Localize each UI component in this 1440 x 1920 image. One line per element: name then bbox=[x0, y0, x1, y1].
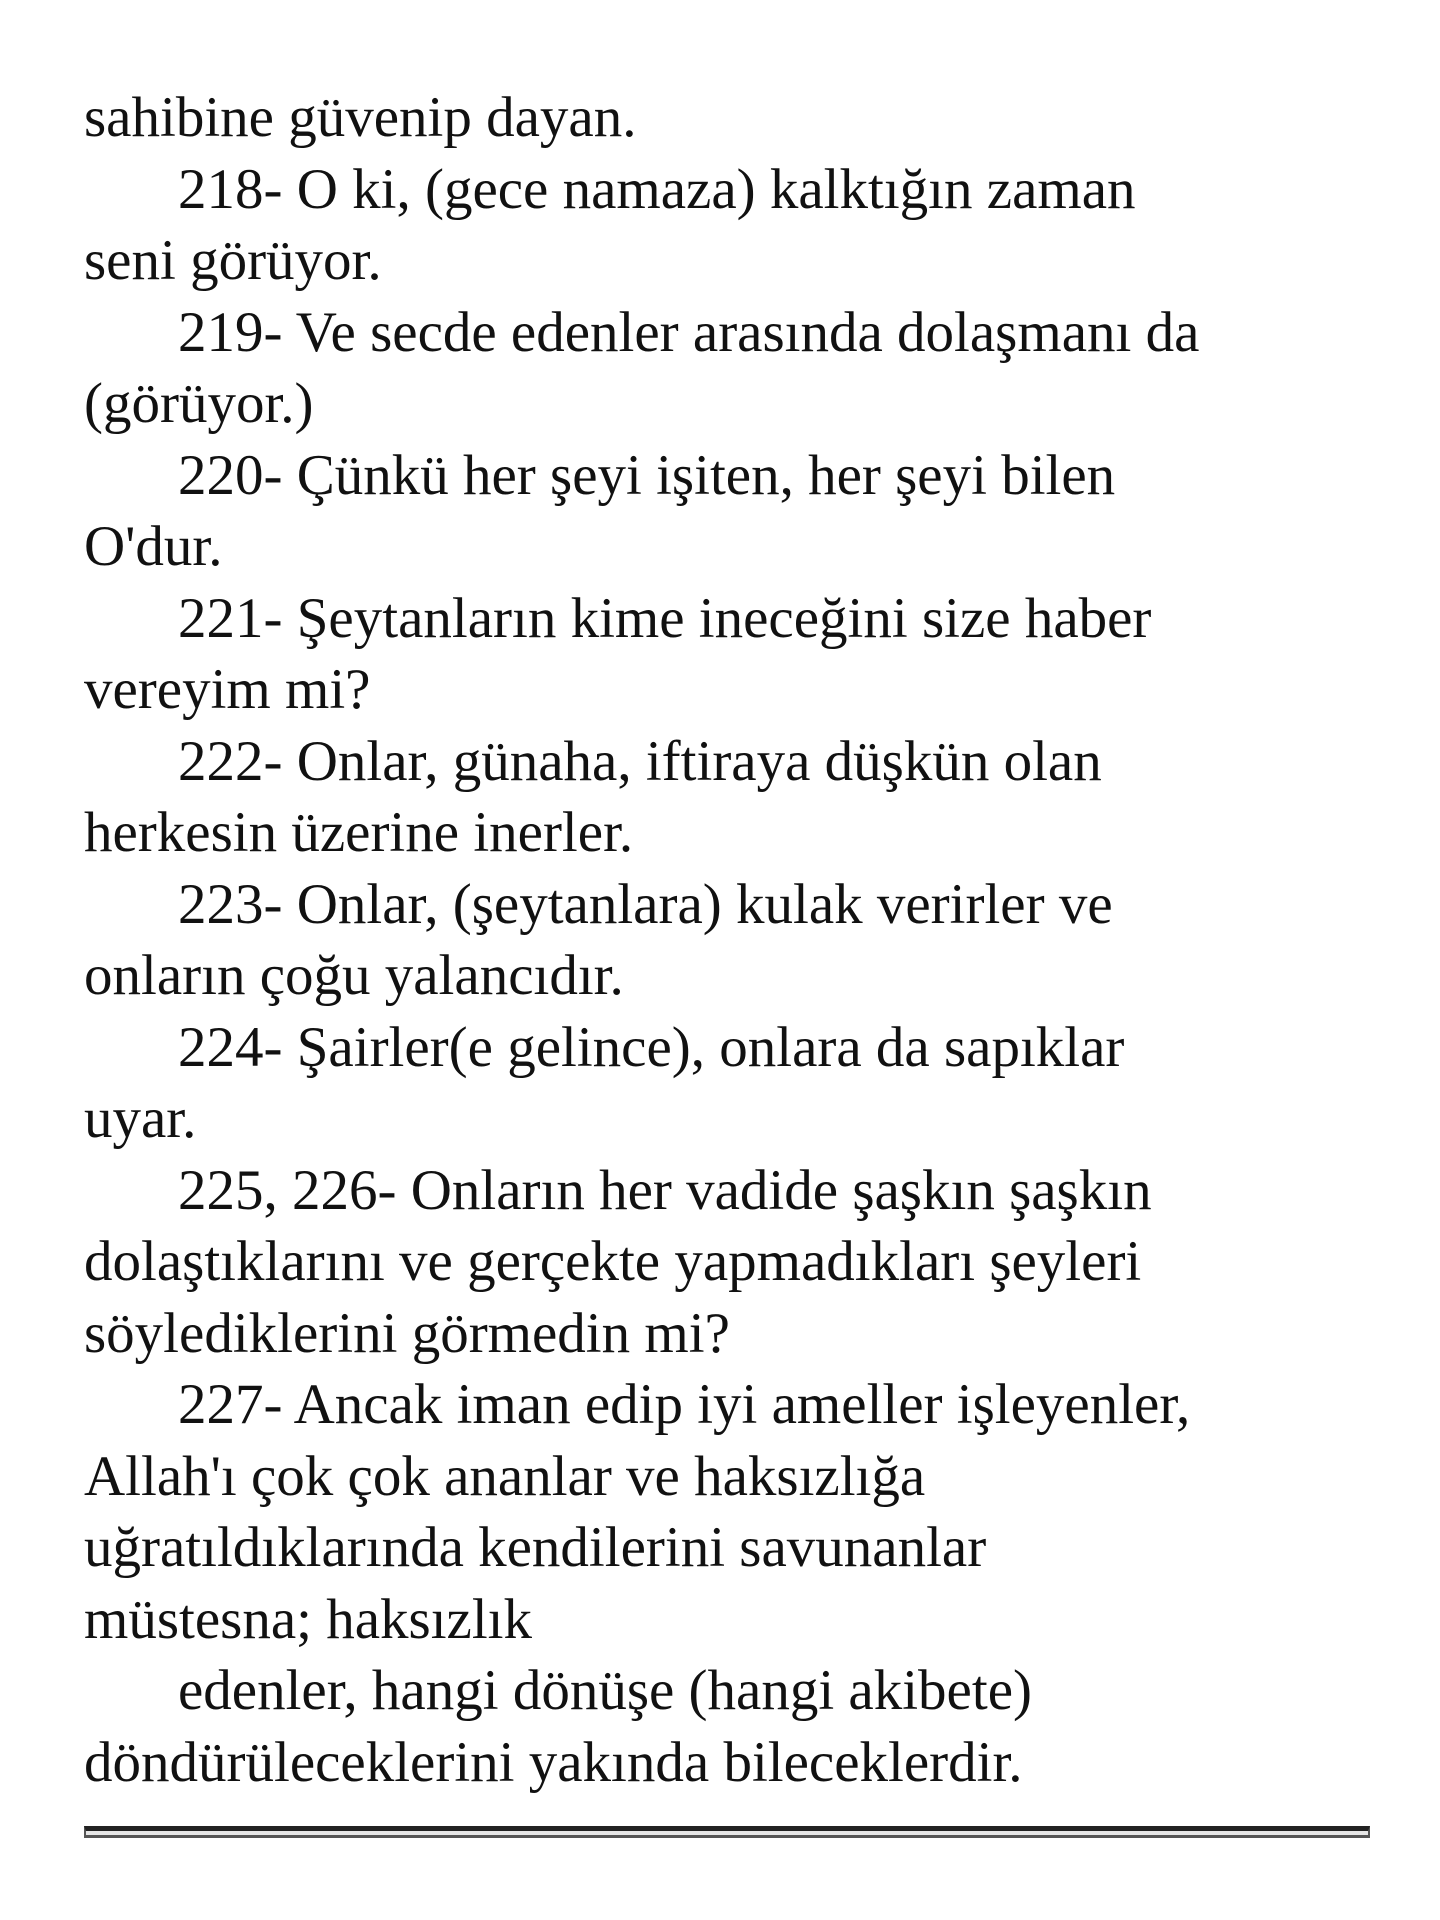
verse-222: 222- Onlar, günaha, iftiraya düşkün olan herkesin üzerine inerler. bbox=[84, 729, 1102, 864]
verse-221: 221- Şeytanların kime ineceğini size haber vereyim mi? bbox=[84, 586, 1152, 721]
body-text bbox=[84, 82, 1384, 1798]
verse-227-continuation: edenler, hangi dönüşe (hangi akibete) döndürüleceklerini yakında bileceklerdir. bbox=[84, 1659, 1032, 1794]
verse-224: 224- Şairler(e gelince), onlara da sapıklar uyar. bbox=[84, 1015, 1125, 1150]
paragraph-continuation: sahibine güvenip dayan. bbox=[84, 86, 637, 149]
verse-223: 223- Onlar, (şeytanlara) kulak verirler ve onların çoğu yalancıdır. bbox=[84, 872, 1113, 1007]
verse-220: 220- Çünkü her şeyi işiten, her şeyi bilen O'dur. bbox=[84, 443, 1116, 578]
verse-218: 218- O ki, (gece namaza) kalktığın zaman seni görüyor. bbox=[84, 157, 1136, 292]
horizontal-rule bbox=[84, 1826, 1370, 1838]
verse-227: 227- Ancak iman edip iyi ameller işleyenler, Allah'ı çok çok ananlar ve haksızlığa uğratıldıklarında kendilerini savunanlar müstesna; haksızlık bbox=[84, 1373, 1191, 1651]
verse-225-226: 225, 226- Onların her vadide şaşkın şaşkın dolaştıklarını ve gerçekte yapmadıkları şeyleri söylediklerini görmedin mi? bbox=[84, 1158, 1152, 1365]
verse-219: 219- Ve secde edenler arasında dolaşmanı da (görüyor.) bbox=[84, 300, 1200, 435]
